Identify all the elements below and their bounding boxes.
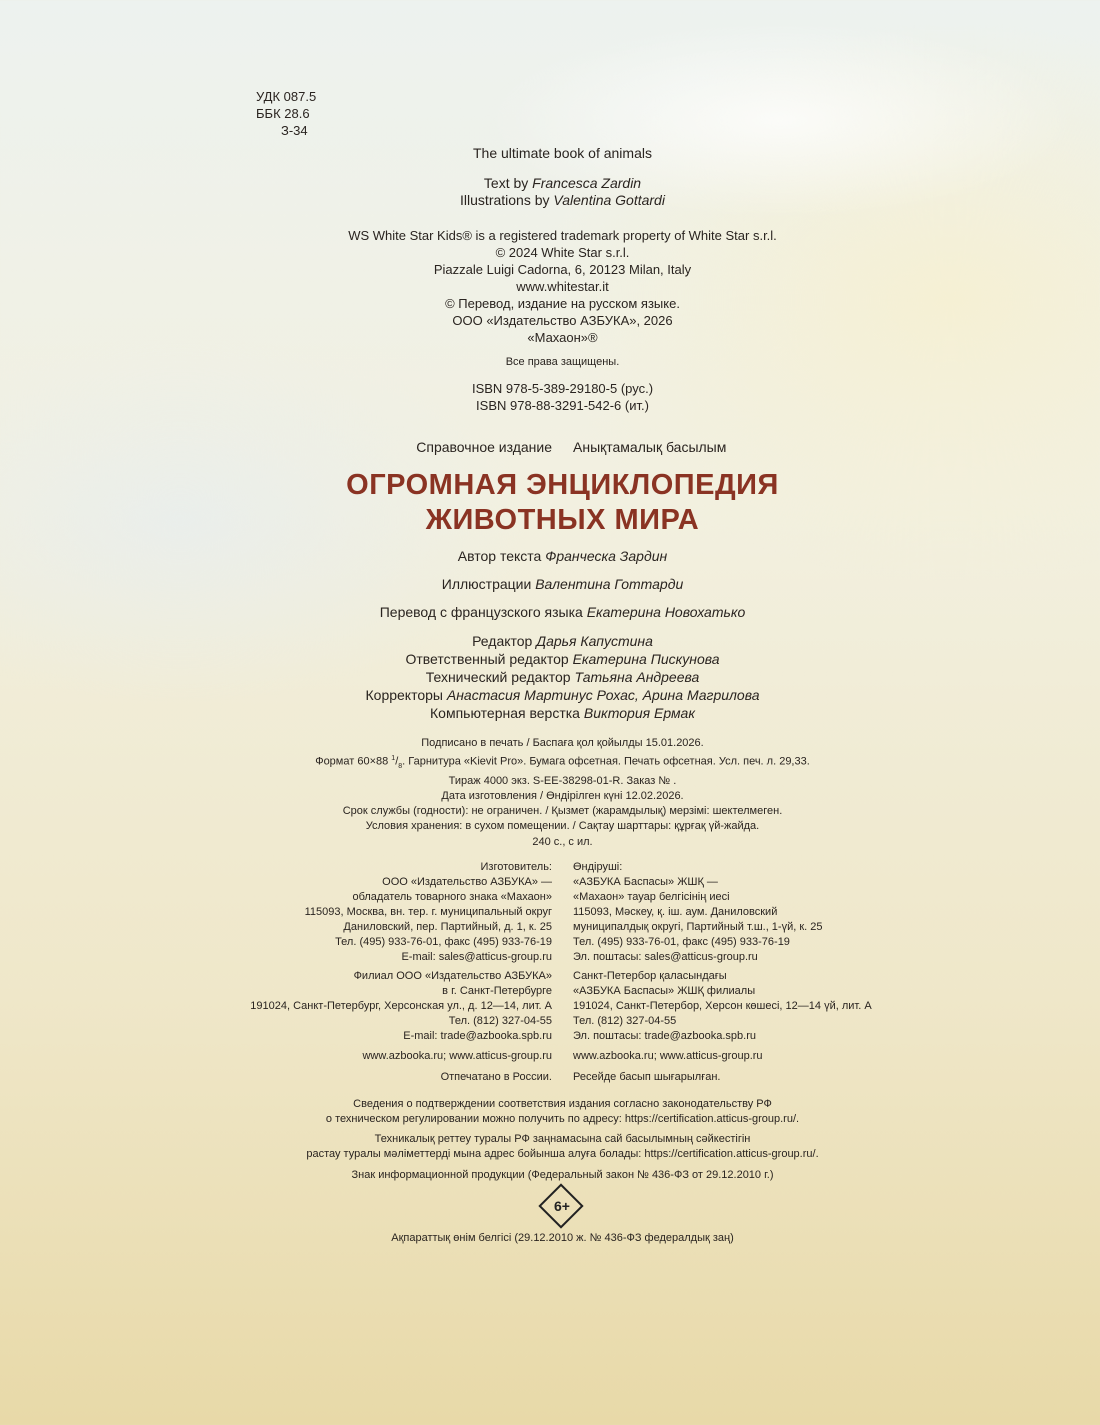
original-illustrator: Valentina Gottardi [553, 192, 665, 208]
staff-item: Редактор Дарья Капустина [472, 633, 653, 649]
manufacturer-ru: Изготовитель: ООО «Издательство АЗБУКА» — обладатель товарного знака «Махаон» 115093, Москва, вн. тер. г. муниципальный округ Даниловский, пер. Партийный, д. 1, к. 25 Тел. (495) 933-76-01, факс (495) 933-76-19 E-mail: sales@atticus-group.ru [304, 861, 552, 963]
websites-kz: www.azbooka.ru; www.atticus-group.ru [573, 1050, 763, 1062]
rights-block: WS White Star Kids® is a registered trademark property of White Star s.r.l. © 2024 White Star s.r.l. Piazzale Luigi Cadorna, 6, 20123 Milan, Italy www.whitestar.it © Перевод, издание на русском языке. ООО «Издательство АЗБУКА», 2026 «Махаон»® [348, 228, 777, 345]
certification-ru: Сведения о подтверждении соответствия издания согласно законодательству РФ о техническом регулировании можно получить по адресу: https://certification.atticus-group.ru/. [325, 1098, 800, 1125]
bbk-code: ББК 28.6 [256, 106, 310, 121]
staff-item: Корректоры Анастасия Мартинус Рохас, Арина Магрилова [365, 687, 760, 703]
staff-credits [0, 632, 1100, 722]
author-mark: З-34 [281, 123, 308, 138]
original-title: The ultimate book of animals [473, 145, 652, 161]
udk-code: УДК 087.5 [256, 89, 317, 104]
websites-ru: www.azbooka.ru; www.atticus-group.ru [362, 1050, 552, 1062]
printed-in-kz: Ресейде басып шығарылған. [573, 1071, 721, 1083]
branch-kz: Санкт-Петербор қаласындағы «АЗБУКА Баспасы» ЖШҚ филиалы 191024, Санкт-Петербор, Херсон көшесі, 12—14 үй, лит. А Тел. (812) 327-04-55 Эл. поштасы: trade@azbooka.spb.ru [573, 970, 872, 1042]
info-sign-kz: Ақпараттық өнім белгісі (29.12.2010 ж. № 436-ФЗ федералдық заң) [391, 1232, 734, 1244]
age-rating: 6+ [554, 1198, 570, 1214]
branch-ru: Филиал ООО «Издательство АЗБУКА» в г. Санкт-Петербурге 191024, Санкт-Петербург, Херсонская ул., д. 12—14, лит. А Тел. (812) 327-04-55 E-mail: trade@azbooka.spb.ru [250, 970, 552, 1042]
credit-translator: Перевод с французского языка Екатерина Новохатько [379, 604, 746, 620]
credit-illustrator: Иллюстрации Валентина Готтарди [441, 576, 684, 592]
page-count: 240 с., с ил. [532, 836, 593, 848]
staff-item: Компьютерная верстка Виктория Ермак [430, 705, 695, 721]
staff-item: Ответственный редактор Екатерина Пискунова [405, 651, 720, 667]
printed-in-ru: Отпечатано в России. [440, 1071, 552, 1083]
original-author: Francesca Zardin [532, 175, 642, 191]
edition-type-ru: Справочное издание [416, 439, 552, 455]
print-details: Подписано в печать / Баспаға қол қойылды 15.01.2026. Формат 60×88 $^1/_8$. Гарнитура «Kievit Pro». Бумага офсетная. Печать офсетная. Усл. печ. л. 29,33. Тираж 4000 экз. S-EE-38298-01-R. Заказ № . Дата изготовления / Өндірілген күні 12.02.2026. Срок службы (годности): не ограничен. / Қызмет (жарамдылық) мерзімі: шектелмеген. Условия хранения: в сухом помещении. / Сақтау шарттары: құрғақ үй-жайда. [0, 736, 1100, 834]
format-line: Формат 60×88 $^1/_8$. Гарнитура «Kievit Pro». Бумага офсетная. Печать офсетная. Усл. печ. л. 29,33. [315, 755, 810, 770]
isbn-block: ISBN 978-5-389-29180-5 (рус.) ISBN 978-88-3291-542-6 (ит.) [471, 381, 654, 413]
book-title: ОГРОМНАЯ ЭНЦИКЛОПЕДИЯ ЖИВОТНЫХ МИРА [346, 469, 779, 536]
edition-type-kz: Анықтамалық басылым [573, 439, 727, 455]
all-rights-reserved: Все права защищены. [505, 356, 620, 368]
manufacturer-kz: Өндіруші: «АЗБУКА Баспасы» ЖШҚ — «Махаон» тауар белгісінің иесі 115093, Мәскеу, қ. іш. аум. Даниловский муниципалдық округі, Партийный т.ш., 1-үй, к. 25 Тел. (495) 933-76-01, факс (495) 933-76-19 Эл. поштасы: sales@atticus-group.ru [573, 861, 823, 963]
credit-author: Автор текста Франческа Зардин [457, 548, 668, 564]
original-credits: Text by Francesca Zardin Illustrations by Valentina Gottardi [460, 175, 665, 208]
udk-block [256, 88, 316, 139]
certification-kz: Техникалық реттеу туралы РФ заңнамасына сай басылымның сәйкестігін растау туралы мәліметтерді мына адрес бойынша алуға болады: https://certification.atticus-group.ru/. [306, 1133, 819, 1160]
staff-item: Технический редактор Татьяна Андреева [425, 669, 700, 685]
info-sign-ru: Знак информационной продукции (Федеральный закон № 436-ФЗ от 29.12.2010 г.) [351, 1169, 774, 1181]
